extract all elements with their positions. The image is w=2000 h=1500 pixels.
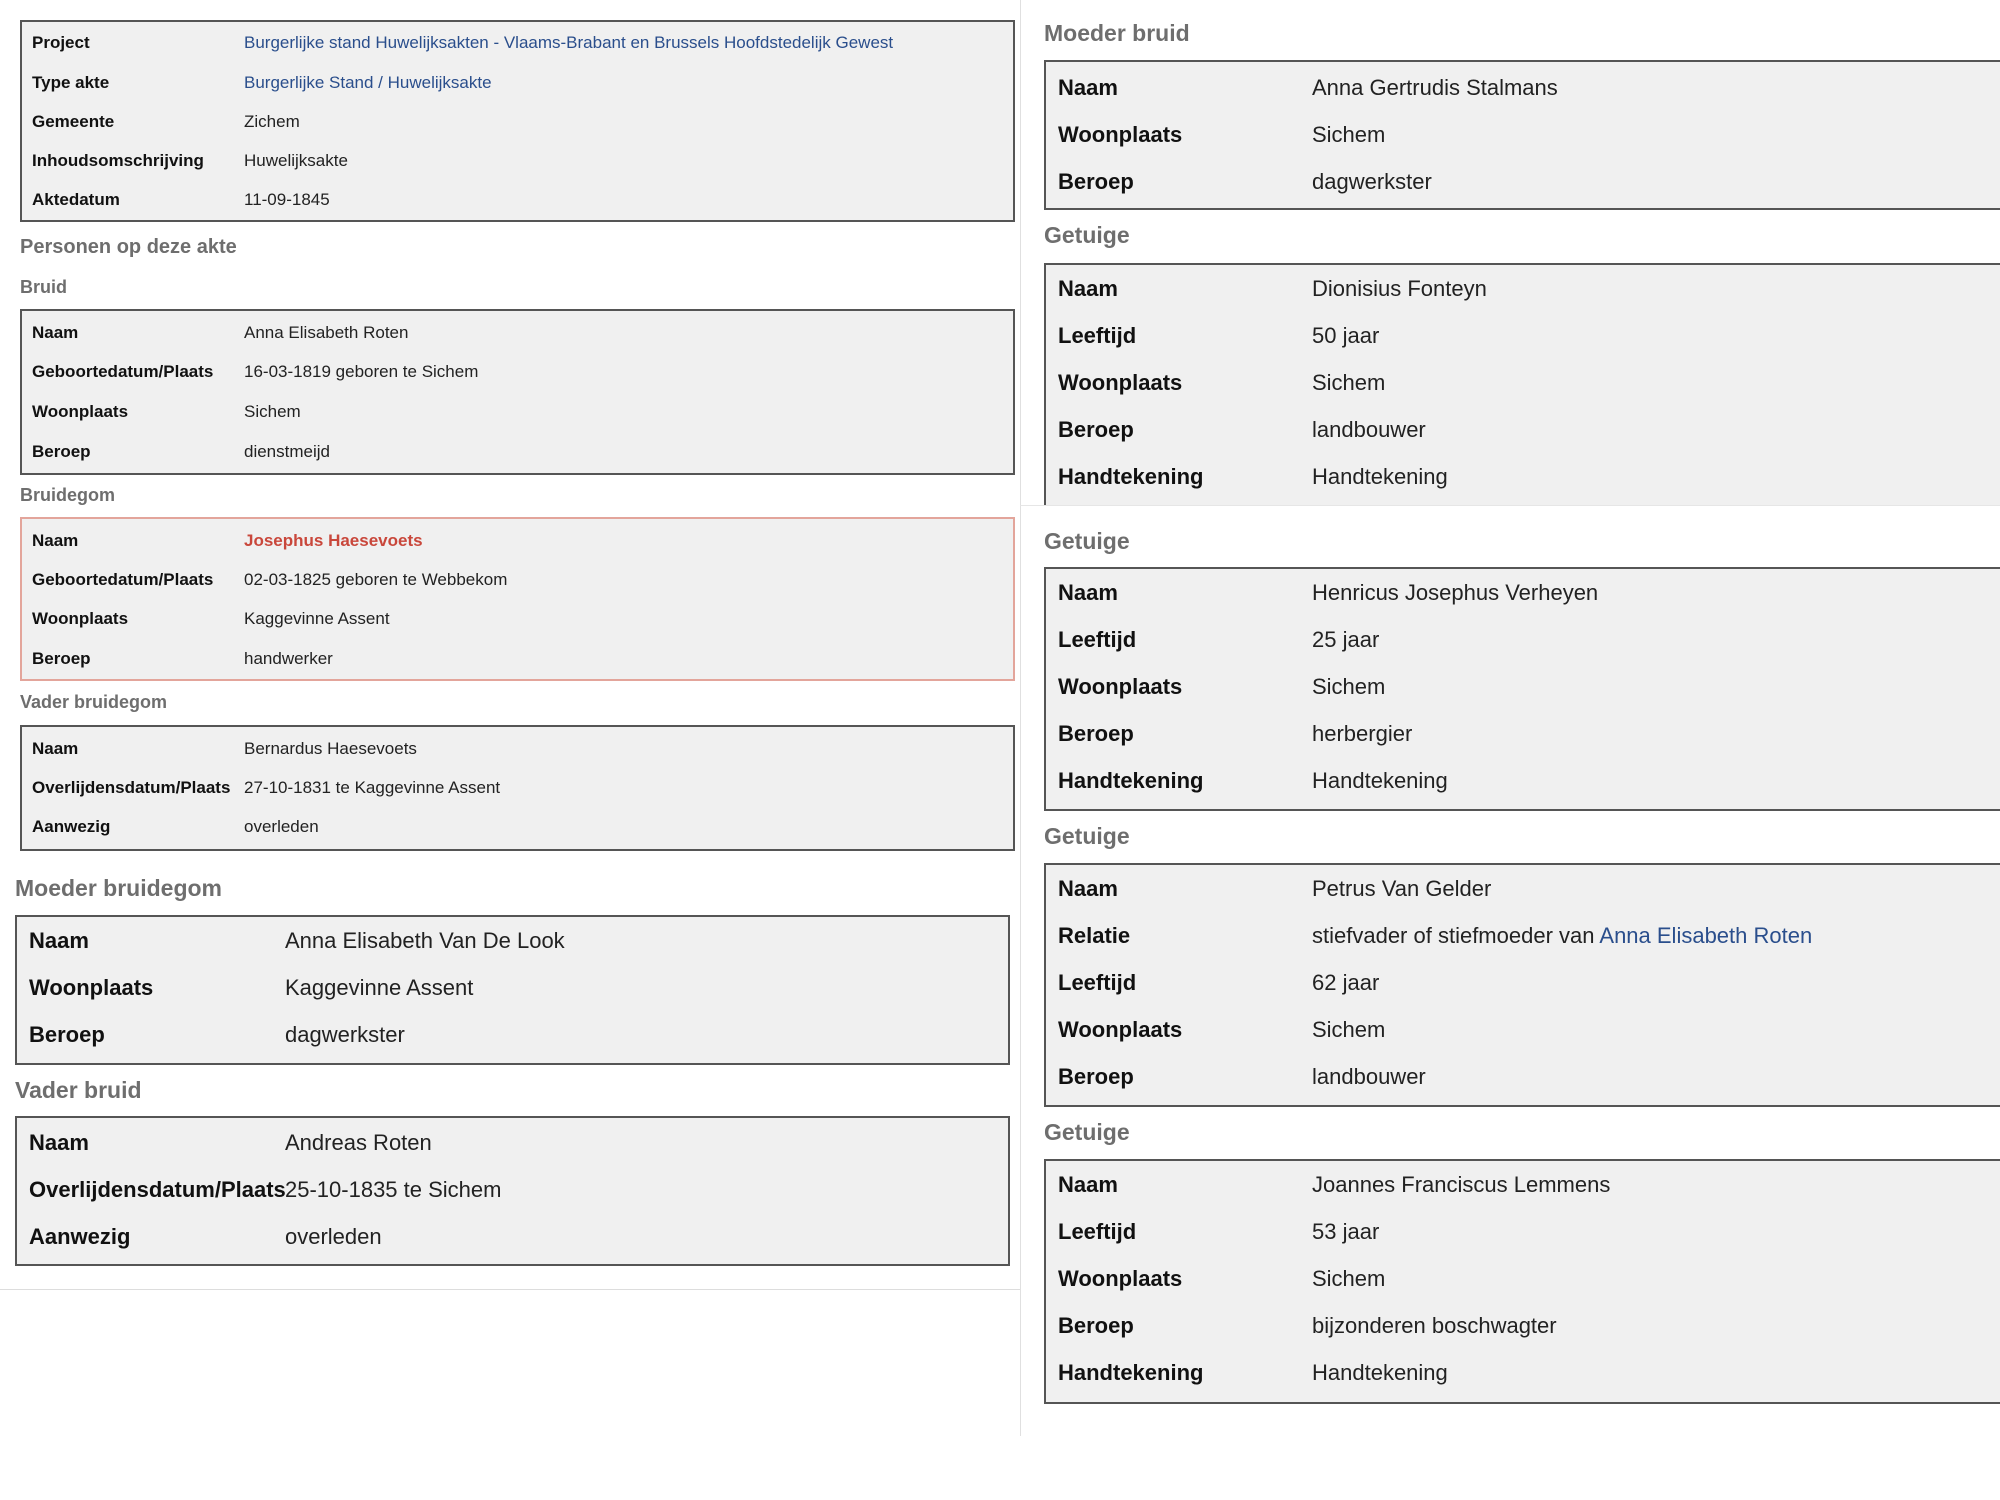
field-label: Naam bbox=[1058, 276, 1118, 301]
field-value: Kaggevinne Assent bbox=[285, 975, 474, 1000]
field-value: 62 jaar bbox=[1312, 970, 1380, 995]
field-value: Kaggevinne Assent bbox=[244, 609, 390, 628]
field-value: 50 jaar bbox=[1312, 323, 1380, 348]
section-title-getuige: Getuige bbox=[1044, 222, 1130, 248]
field-label: Overlijdensdatum/Plaats bbox=[32, 778, 231, 797]
moeder-bruid-box bbox=[1044, 60, 2000, 210]
field-label: Woonplaats bbox=[1058, 674, 1183, 699]
field-value: 25 jaar bbox=[1312, 627, 1380, 652]
getuige-box bbox=[1044, 567, 2000, 811]
section-title-moeder-bruidegom: Moeder bruidegom bbox=[15, 875, 223, 901]
field-label: Beroep bbox=[1058, 1064, 1134, 1089]
field-value: 25-10-1835 te Sichem bbox=[285, 1177, 502, 1202]
relation-value bbox=[1312, 922, 1812, 950]
moeder-bruidegom-box bbox=[15, 915, 1010, 1065]
relation-text: stiefvader of stiefmoeder van bbox=[1312, 923, 1595, 948]
field-value: dienstmeijd bbox=[244, 442, 330, 461]
info-value: 11-09-1845 bbox=[244, 190, 330, 209]
info-value: Zichem bbox=[244, 112, 300, 131]
field-label: Naam bbox=[32, 531, 79, 550]
field-value: Dionisius Fonteyn bbox=[1312, 276, 1487, 301]
field-label: Woonplaats bbox=[29, 975, 154, 1000]
field-label: Woonplaats bbox=[32, 609, 129, 628]
field-label: Woonplaats bbox=[32, 402, 129, 421]
field-label: Naam bbox=[1058, 876, 1118, 901]
field-value: 53 jaar bbox=[1312, 1219, 1380, 1244]
section-title-moeder-bruid: Moeder bruid bbox=[1044, 20, 1190, 46]
field-label: Leeftijd bbox=[1058, 627, 1137, 652]
record-panel-moeder-bruid bbox=[1020, 0, 2000, 505]
field-label: Naam bbox=[29, 928, 89, 953]
info-label: Aktedatum bbox=[32, 190, 120, 209]
section-title-vader-bruid: Vader bruid bbox=[15, 1077, 142, 1103]
field-value: landbouwer bbox=[1312, 417, 1426, 442]
field-value: Anna Elisabeth Roten bbox=[244, 323, 409, 342]
field-label: Woonplaats bbox=[1058, 1017, 1183, 1042]
field-label: Beroep bbox=[29, 1022, 105, 1047]
field-label: Handtekening bbox=[1058, 768, 1204, 793]
field-value: 27-10-1831 te Kaggevinne Assent bbox=[244, 778, 501, 797]
field-label: Leeftijd bbox=[1058, 1219, 1137, 1244]
field-value: Bernardus Haesevoets bbox=[244, 739, 417, 758]
field-value: 02-03-1825 geboren te Webbekom bbox=[244, 570, 508, 589]
field-label: Woonplaats bbox=[1058, 122, 1183, 147]
section-title-getuige: Getuige bbox=[1044, 823, 1130, 849]
field-value: overleden bbox=[285, 1224, 382, 1249]
field-value: Petrus Van Gelder bbox=[1312, 876, 1492, 901]
field-value: overleden bbox=[244, 817, 319, 836]
field-value: herbergier bbox=[1312, 721, 1413, 746]
field-label: Beroep bbox=[32, 442, 91, 461]
field-label: Beroep bbox=[1058, 417, 1134, 442]
field-label: Beroep bbox=[1058, 721, 1134, 746]
section-title-vader-bruidegom: Vader bruidegom bbox=[20, 692, 168, 712]
field-label: Woonplaats bbox=[1058, 370, 1183, 395]
field-label: Overlijdensdatum/Plaats bbox=[29, 1177, 286, 1202]
record-panel-ouders bbox=[0, 855, 1020, 1290]
field-label: Handtekening bbox=[1058, 1360, 1204, 1385]
info-label: Type akte bbox=[32, 73, 110, 92]
section-title-bruid: Bruid bbox=[20, 277, 67, 297]
field-value: Henricus Josephus Verheyen bbox=[1312, 580, 1599, 605]
type-akte-link[interactable]: Burgerlijke Stand / Huwelijksakte bbox=[244, 73, 492, 92]
project-link[interactable]: Burgerlijke stand Huwelijksakten - Vlaams-Brabant en Brussels Hoofdstedelijk Gewest bbox=[244, 33, 894, 52]
field-value: Andreas Roten bbox=[285, 1130, 432, 1155]
field-value: Sichem bbox=[1312, 122, 1386, 147]
field-label: Geboortedatum/Plaats bbox=[32, 362, 214, 381]
getuige-box bbox=[1044, 263, 2000, 505]
persons-heading: Personen op deze akte bbox=[20, 236, 237, 258]
field-label: Naam bbox=[32, 323, 79, 342]
info-value: Huwelijksakte bbox=[244, 151, 348, 170]
field-label: Relatie bbox=[1058, 923, 1131, 948]
info-label: Inhoudsomschrijving bbox=[32, 151, 204, 170]
field-label: Naam bbox=[29, 1130, 89, 1155]
field-value: Handtekening bbox=[1312, 464, 1448, 489]
field-value: Joannes Franciscus Lemmens bbox=[1312, 1172, 1611, 1197]
field-value: Anna Elisabeth Van De Look bbox=[285, 928, 565, 953]
akte-info-box bbox=[20, 20, 1015, 222]
field-label: Geboortedatum/Plaats bbox=[32, 570, 214, 589]
field-label: Aanwezig bbox=[32, 817, 111, 836]
field-value: Sichem bbox=[1312, 1017, 1386, 1042]
field-label: Beroep bbox=[1058, 1313, 1134, 1338]
field-label: Leeftijd bbox=[1058, 323, 1137, 348]
field-value: Sichem bbox=[1312, 674, 1386, 699]
field-label: Naam bbox=[1058, 75, 1118, 100]
field-value: dagwerkster bbox=[1312, 169, 1432, 194]
bruidegom-box bbox=[20, 517, 1015, 681]
getuige-box bbox=[1044, 1159, 2000, 1404]
field-value: dagwerkster bbox=[285, 1022, 405, 1047]
info-label: Gemeente bbox=[32, 112, 115, 131]
getuige-box bbox=[1044, 863, 2000, 1107]
field-value: landbouwer bbox=[1312, 1064, 1426, 1089]
record-panel-getuigen bbox=[1020, 505, 2000, 1436]
field-label: Naam bbox=[32, 739, 79, 758]
field-label: Woonplaats bbox=[1058, 1266, 1183, 1291]
field-value: 16-03-1819 geboren te Sichem bbox=[244, 362, 479, 381]
record-panel-akte bbox=[0, 0, 1015, 855]
field-value: bijzonderen boschwagter bbox=[1312, 1313, 1557, 1338]
info-label: Project bbox=[32, 33, 90, 52]
field-value: Handtekening bbox=[1312, 1360, 1448, 1385]
bruid-box bbox=[20, 309, 1015, 475]
vader-bruid-box bbox=[15, 1116, 1010, 1266]
highlighted-name: Josephus Haesevoets bbox=[244, 531, 423, 550]
field-label: Beroep bbox=[1058, 169, 1134, 194]
field-value: handwerker bbox=[244, 649, 333, 668]
field-label: Aanwezig bbox=[29, 1224, 131, 1249]
section-title-getuige: Getuige bbox=[1044, 528, 1130, 554]
field-value: Sichem bbox=[1312, 370, 1386, 395]
field-value: Handtekening bbox=[1312, 768, 1448, 793]
field-value: Anna Gertrudis Stalmans bbox=[1312, 75, 1558, 100]
field-label: Leeftijd bbox=[1058, 970, 1137, 995]
field-label: Handtekening bbox=[1058, 464, 1204, 489]
section-title-bruidegom: Bruidegom bbox=[20, 485, 116, 505]
field-label: Naam bbox=[1058, 580, 1118, 605]
section-title-getuige: Getuige bbox=[1044, 1119, 1130, 1145]
field-label: Beroep bbox=[32, 649, 91, 668]
field-value: Sichem bbox=[244, 402, 301, 421]
field-value: Sichem bbox=[1312, 1266, 1386, 1291]
relation-person-link[interactable]: Anna Elisabeth Roten bbox=[1599, 923, 1813, 948]
vader-bruidegom-box bbox=[20, 725, 1015, 851]
field-label: Naam bbox=[1058, 1172, 1118, 1197]
